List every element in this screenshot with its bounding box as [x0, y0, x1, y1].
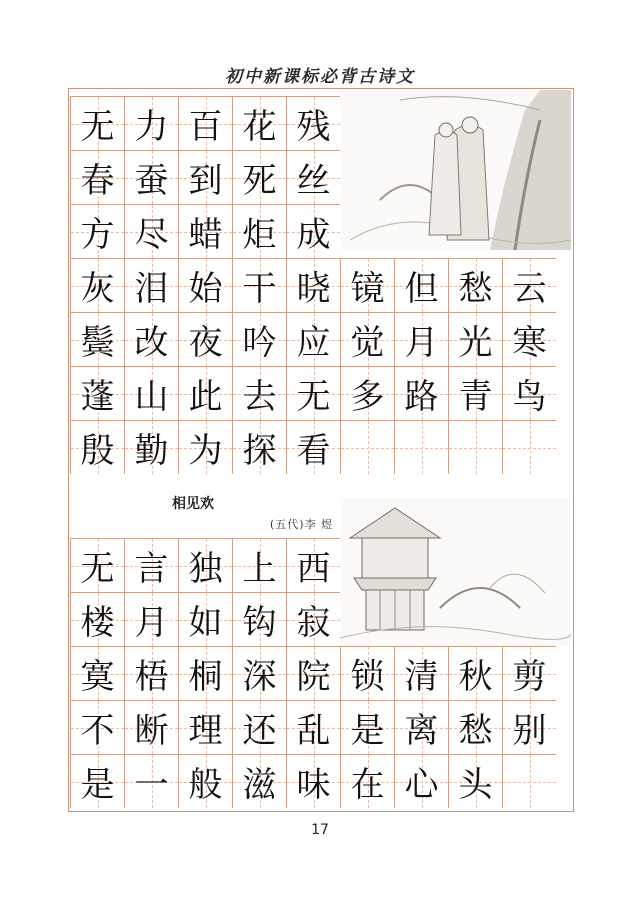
poem1-character: 改 — [134, 323, 169, 363]
poem1-character: 无 — [296, 377, 331, 417]
poem2-character: 桐 — [188, 657, 223, 697]
page-header-title: 初中新课标必背古诗文 — [225, 67, 415, 87]
poem1-cell — [448, 366, 502, 420]
poem2-character: 愁 — [458, 711, 493, 751]
poem2-cell — [124, 646, 178, 700]
poem1-cell — [286, 150, 340, 204]
poem1-cell — [448, 258, 502, 312]
poem1-cell — [232, 204, 286, 258]
poem1-character: 百 — [188, 107, 223, 147]
poem2-character: 一 — [134, 765, 169, 805]
poem2-character: 心 — [404, 765, 439, 805]
poem1-character: 灰 — [80, 269, 115, 309]
poem1-cell — [70, 258, 124, 312]
poem2-character: 楼 — [80, 603, 115, 643]
poem1-character: 蓬 — [80, 377, 115, 417]
poem1-cell — [178, 258, 232, 312]
poem1-cell — [286, 420, 340, 474]
poem2-cell — [340, 754, 394, 808]
poem2-character: 别 — [512, 711, 547, 751]
poem2-character: 锁 — [350, 657, 385, 697]
poem1-character: 吟 — [242, 323, 277, 363]
poem2-character: 般 — [188, 765, 223, 805]
poem2-cell — [448, 700, 502, 754]
poem1-cell — [286, 312, 340, 366]
poem1-character: 残 — [296, 107, 331, 147]
poem1-character: 勤 — [134, 431, 169, 471]
poem2-cell — [232, 592, 286, 646]
poem1-character: 鬓 — [80, 323, 115, 363]
poem1-character: 蜡 — [188, 215, 223, 255]
poem1-character: 丝 — [296, 161, 331, 201]
poem1-character: 无 — [80, 107, 115, 147]
poem2-cell — [70, 592, 124, 646]
poem1-cell — [286, 258, 340, 312]
poem2-cell — [286, 754, 340, 808]
poem1-character: 尽 — [134, 215, 169, 255]
poem1-cell — [70, 420, 124, 474]
poem2-character: 寂 — [296, 603, 331, 643]
poem1-character: 探 — [242, 431, 277, 471]
poem1-cell — [124, 258, 178, 312]
poem1-cell — [286, 96, 340, 150]
poem1-cell — [394, 312, 448, 366]
poem2-cell — [124, 700, 178, 754]
poem1-cell — [178, 204, 232, 258]
poem1-character: 殷 — [80, 431, 115, 471]
poem2-cell — [178, 754, 232, 808]
poem2-character: 理 — [188, 711, 223, 751]
poem2-character: 是 — [80, 765, 115, 805]
poem2-character: 是 — [350, 711, 385, 751]
poem1-character: 镜 — [350, 269, 385, 309]
poem1-cell — [178, 150, 232, 204]
poem2-character: 言 — [134, 549, 169, 589]
poem2-character: 无 — [80, 549, 115, 589]
poem1-character: 为 — [188, 431, 223, 471]
poem1-character: 觉 — [350, 323, 385, 363]
poem1-cell — [232, 96, 286, 150]
poem1-character: 到 — [188, 161, 223, 201]
poem2-character: 上 — [242, 549, 277, 589]
poem2-character: 秋 — [458, 657, 493, 697]
poem1-character: 愁 — [458, 269, 493, 309]
poem2-cell — [178, 538, 232, 592]
poem2-cell — [394, 700, 448, 754]
poem1-character: 鸟 — [512, 377, 547, 417]
poem2-cell — [286, 646, 340, 700]
poem1-character: 此 — [188, 377, 223, 417]
poem1-character: 多 — [350, 377, 385, 417]
poem1-cell — [124, 366, 178, 420]
poem2-cell — [448, 646, 502, 700]
poem1-character: 泪 — [134, 269, 169, 309]
poem2-character: 寞 — [80, 657, 115, 697]
poem1-cell — [232, 420, 286, 474]
poem1-cell — [124, 96, 178, 150]
poem2-cell — [340, 646, 394, 700]
poem1-character: 云 — [512, 269, 547, 309]
poem1-cell — [286, 204, 340, 258]
poem1-cell — [178, 366, 232, 420]
poem1-cell — [340, 312, 394, 366]
poem2-cell — [502, 700, 556, 754]
poem2-cell — [178, 592, 232, 646]
poem-title: 相见欢 — [172, 496, 214, 512]
poem1-character: 方 — [80, 215, 115, 255]
poem2-cell — [232, 700, 286, 754]
poem1-character: 干 — [242, 269, 277, 309]
poem1-cell — [124, 312, 178, 366]
poem2-cell — [70, 700, 124, 754]
poem1-character: 但 — [404, 269, 439, 309]
poem2-cell — [448, 754, 502, 808]
poem1-cell — [286, 366, 340, 420]
poem2-character: 院 — [296, 657, 331, 697]
poem1-character: 死 — [242, 161, 277, 201]
poem1-cell — [70, 312, 124, 366]
poem1-character: 去 — [242, 377, 277, 417]
poem1-cell — [232, 312, 286, 366]
poem1-cell — [178, 420, 232, 474]
poem2-cell — [340, 700, 394, 754]
poem1-character: 光 — [458, 323, 493, 363]
poem2-cell — [394, 646, 448, 700]
poem1-cell — [178, 96, 232, 150]
poem2-cell — [232, 754, 286, 808]
poem2-cell — [232, 646, 286, 700]
poem2-cell — [502, 646, 556, 700]
poem1-cell — [502, 366, 556, 420]
poem1-character: 夜 — [188, 323, 223, 363]
poem2-character: 乱 — [296, 711, 331, 751]
page-number: 17 — [311, 822, 329, 838]
poem2-character: 钩 — [242, 603, 277, 643]
poem2-character: 断 — [134, 711, 169, 751]
poem1-cell — [70, 204, 124, 258]
poem1-cell — [394, 366, 448, 420]
poem1-cell — [448, 312, 502, 366]
poem1-cell — [340, 420, 394, 474]
poem1-character: 应 — [296, 323, 331, 363]
poem2-cell — [70, 754, 124, 808]
poem1-character: 青 — [458, 377, 493, 417]
poem2-cell — [178, 700, 232, 754]
poem2-cell — [502, 754, 556, 808]
poem1-character: 路 — [404, 377, 439, 417]
poem2-cell — [286, 700, 340, 754]
poem1-cell — [394, 258, 448, 312]
poem2-cell — [286, 592, 340, 646]
poem2-character: 西 — [296, 549, 331, 589]
poem2-cell — [286, 538, 340, 592]
poem2-cell — [394, 754, 448, 808]
poem1-cell — [70, 366, 124, 420]
poem2-character: 头 — [458, 765, 493, 805]
poem1-character: 寒 — [512, 323, 547, 363]
poem1-character: 月 — [404, 323, 439, 363]
poem1-cell — [502, 420, 556, 474]
poem2-character: 在 — [350, 765, 385, 805]
poem2-character: 不 — [80, 711, 115, 751]
poem1-cell — [232, 366, 286, 420]
poem1-character: 春 — [80, 161, 115, 201]
poem1-character: 花 — [242, 107, 277, 147]
illustration-figures-under-tree — [340, 90, 571, 250]
poem1-character: 看 — [296, 431, 331, 471]
poem1-cell — [340, 258, 394, 312]
poem2-cell — [124, 754, 178, 808]
poem1-character: 力 — [134, 107, 169, 147]
poem1-character: 成 — [296, 215, 331, 255]
illustration-pavilion — [340, 498, 571, 646]
poem1-cell — [70, 150, 124, 204]
poem1-cell — [394, 420, 448, 474]
poem2-character: 月 — [134, 603, 169, 643]
poem1-cell — [70, 96, 124, 150]
poem1-character: 山 — [134, 377, 169, 417]
poem2-character: 离 — [404, 711, 439, 751]
poem1-cell — [124, 204, 178, 258]
poem2-character: 还 — [242, 711, 277, 751]
poem1-cell — [124, 420, 178, 474]
poem2-character: 剪 — [512, 657, 547, 697]
poem2-cell — [178, 646, 232, 700]
poem2-character: 梧 — [134, 657, 169, 697]
poem2-character: 味 — [296, 765, 331, 805]
poem2-character: 深 — [242, 657, 277, 697]
poem1-cell — [340, 366, 394, 420]
poem2-character: 如 — [188, 603, 223, 643]
poem1-cell — [502, 258, 556, 312]
poem1-cell — [124, 150, 178, 204]
poem1-character: 炬 — [242, 215, 277, 255]
poem1-character: 蚕 — [134, 161, 169, 201]
poem2-character: 独 — [188, 549, 223, 589]
poem2-cell — [124, 592, 178, 646]
poem1-character: 始 — [188, 269, 223, 309]
poem1-cell — [232, 150, 286, 204]
poem2-character: 滋 — [242, 765, 277, 805]
poem1-cell — [178, 312, 232, 366]
poem2-cell — [70, 538, 124, 592]
poem1-cell — [448, 420, 502, 474]
poem2-cell — [70, 646, 124, 700]
poem1-cell — [502, 312, 556, 366]
poem2-character: 清 — [404, 657, 439, 697]
poem2-cell — [232, 538, 286, 592]
poem1-character: 晓 — [296, 269, 331, 309]
poem-author: (五代)李 煜 — [270, 518, 334, 531]
poem2-cell — [124, 538, 178, 592]
poem1-cell — [232, 258, 286, 312]
